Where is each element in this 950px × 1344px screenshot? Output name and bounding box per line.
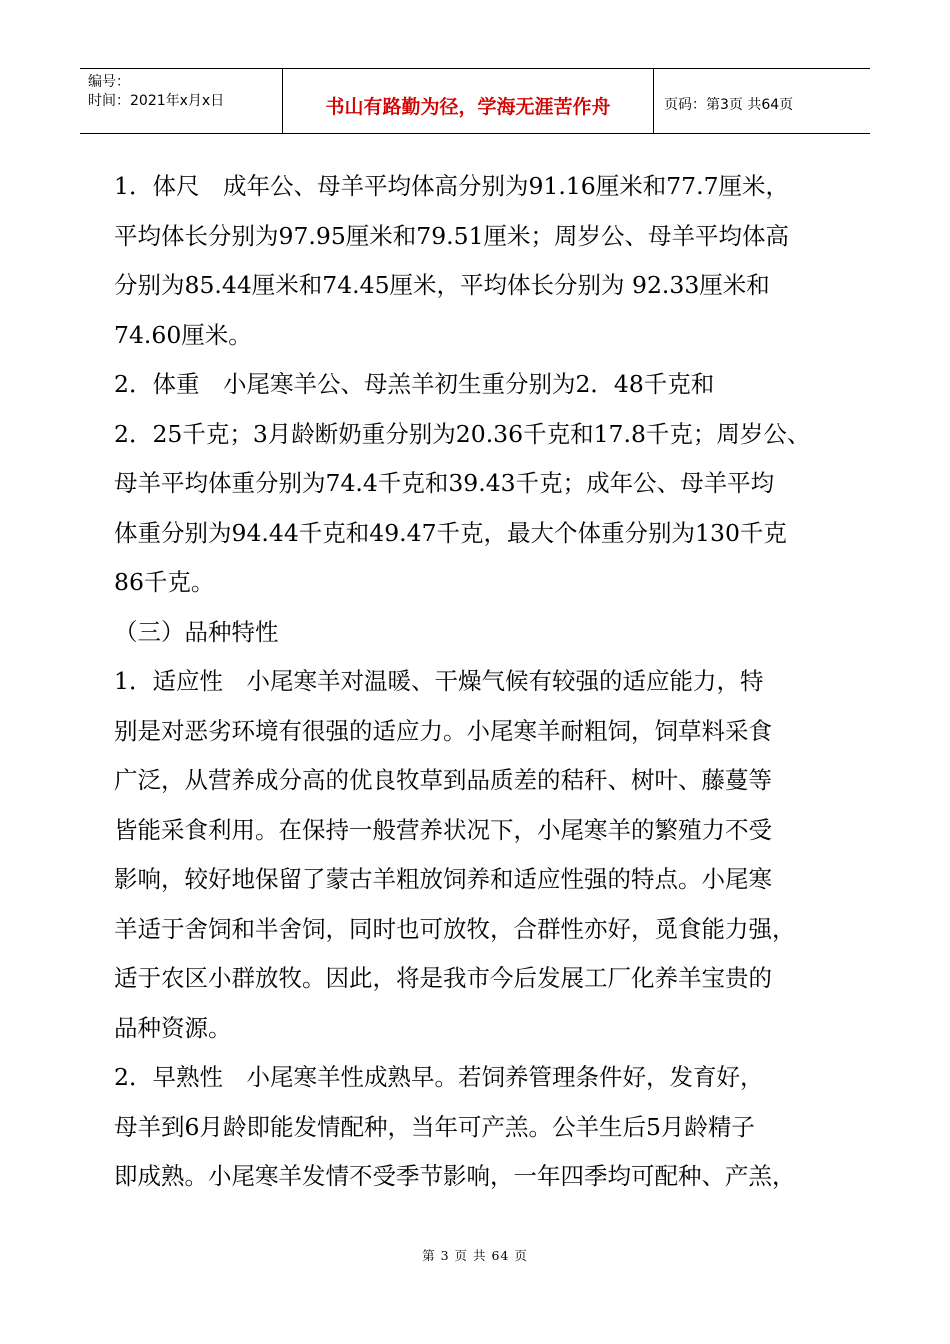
document-body	[114, 162, 844, 1202]
text-line: 86千克。	[114, 568, 215, 596]
text-line: 2．25千克；3月龄断奶重分别为20.36千克和17.8千克；周岁公、	[114, 419, 811, 448]
text-line: 2．体重 小尾寒羊公、母羔羊初生重分别为2．48千克和	[114, 370, 715, 398]
text-line: 1．适应性 小尾寒羊对温暖、干燥气候有较强的适应能力，特	[114, 667, 764, 695]
text-line: 分别为85.44厘米和74.45厘米，平均体长分别为 92.33厘米和	[114, 271, 770, 299]
text-line: 影响，较好地保留了蒙古羊粗放饲养和适应性强的特点。小尾寒	[114, 865, 772, 893]
text-line: 体重分别为94.44千克和49.47千克，最大个体重分别为130千克	[114, 518, 787, 547]
text-line: 74.60厘米。	[114, 320, 252, 349]
text-line: 平均体长分别为97.95厘米和79.51厘米；周岁公、母羊平均体高	[114, 221, 790, 250]
text-line: 别是对恶劣环境有很强的适应力。小尾寒羊耐粗饲，饲草料采食	[114, 716, 772, 745]
text-line: 羊适于舍饲和半舍饲，同时也可放牧，合群性亦好，觅食能力强，	[114, 914, 796, 943]
body-text	[114, 162, 844, 1202]
text-line: 母羊到6月龄即能发情配种，当年可产羔。公羊生后5月龄精子	[114, 1112, 755, 1141]
header-meta	[80, 69, 283, 133]
text-line: 品种资源。	[114, 1013, 232, 1042]
text-line: 即成熟。小尾寒羊发情不受季节影响，一年四季均可配种、产羔，	[114, 1162, 796, 1190]
page-header	[80, 68, 870, 134]
header-motto: 书山有路勤为径，学海无涯苦作舟	[283, 69, 654, 133]
text-line: 广泛，从营养成分高的优良牧草到品质差的秸秆、树叶、藤蔓等	[114, 766, 772, 794]
text-line: 皆能采食利用。在保持一般营养状况下，小尾寒羊的繁殖力不受	[114, 815, 772, 844]
serial-number-label: 编号：	[88, 74, 130, 90]
text-line: 1．体尺 成年公、母羊平均体高分别为91.16厘米和77.7厘米，	[114, 172, 790, 200]
text-line: 母羊平均体重分别为74.4千克和39.43千克；成年公、母羊平均	[114, 469, 775, 497]
section-heading: （三）品种特性	[114, 617, 279, 646]
date-label: 时间：2021年x月x日	[88, 93, 225, 109]
header-page-info: 页码：第3页 共64页	[664, 97, 794, 113]
text-line: 2．早熟性 小尾寒羊性成熟早。若饲养管理条件好，发育好，	[114, 1063, 764, 1091]
page-footer: 第 3 页 共 64 页	[422, 1248, 528, 1263]
text-line: 适于农区小群放牧。因此，将是我市今后发展工厂化养羊宝贵的	[114, 964, 772, 992]
